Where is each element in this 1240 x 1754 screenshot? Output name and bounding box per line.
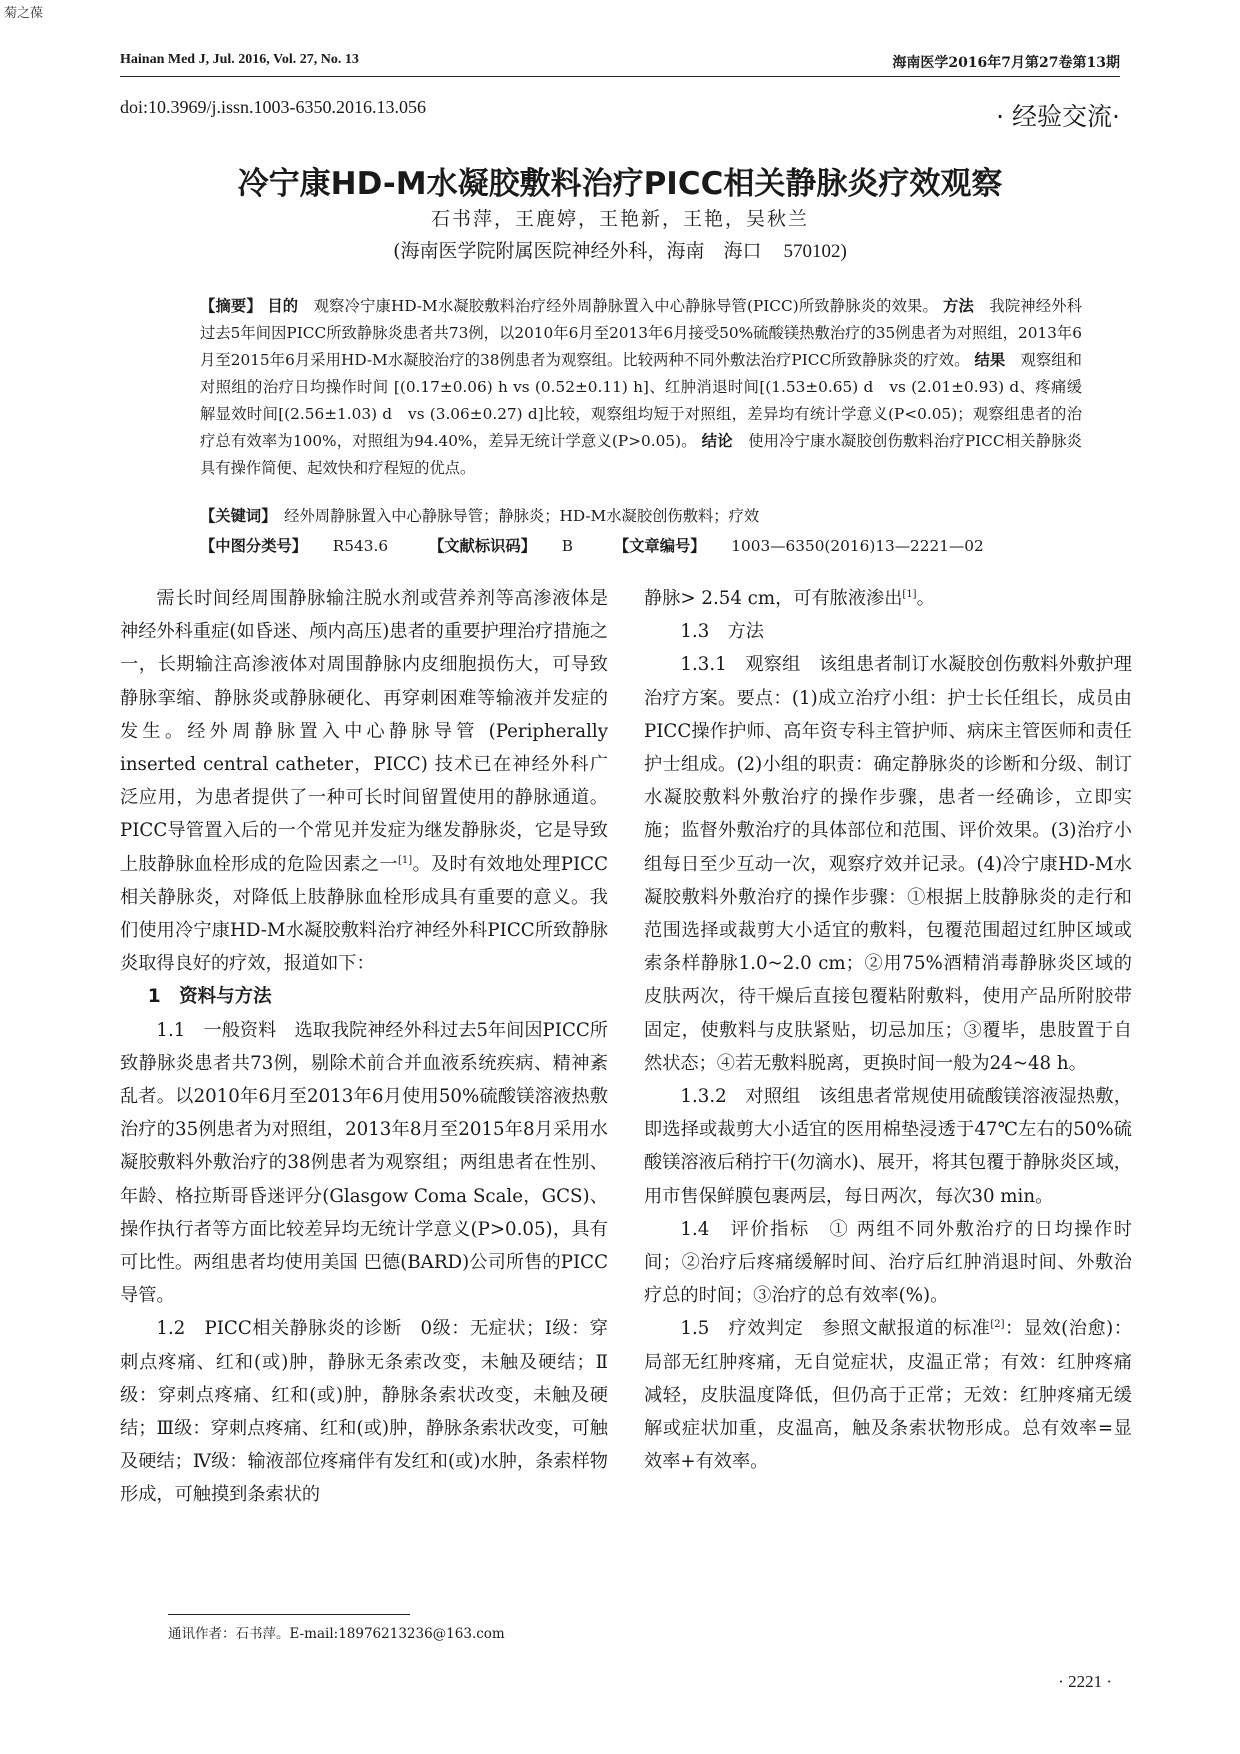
doi: doi:10.3969/j.issn.1003-6350.2016.13.056: [120, 97, 427, 117]
section-1-5-text-a: 1.5 疗效判定 参照文献报道的标准: [680, 1318, 991, 1340]
intro-text-b: 。及时有效地处理PICC相关静脉炎，对降低上肢静脉血栓形成具有重要的意义。我们使用冷宁康HD-M水凝胶敷料治疗神经外科PICC所致静脉炎取得良好的疗效，报道如下：: [120, 853, 608, 975]
continued-paragraph: [644, 582, 1132, 615]
abstract-results-label: 结果: [974, 351, 1006, 369]
abstract-methods: 我院神经外科过去5年间因PICC所致静脉炎患者共73例，以2010年6月至2013年6月接受50%硫酸镁热敷治疗的35例患者为对照组，2013年6月至2015年6月采用HD-M水凝胶治疗的38例患者为观察组。比较两种不同外敷法治疗PICC所致静脉炎的疗效。: [200, 297, 1082, 369]
doc-code-label: 【文献标识码】: [428, 537, 529, 555]
section-1-5-citation: [2]: [990, 1319, 1005, 1331]
footnote: 通讯作者：石书萍。E-mail:18976213236@163.com: [168, 1626, 505, 1642]
classification: [200, 534, 1080, 556]
abstract-body: [178, 293, 1082, 482]
keywords: [200, 504, 1080, 526]
abstract-methods-label: 方法: [943, 297, 974, 315]
continued-end: 。: [916, 588, 935, 609]
section-1-5: [644, 1312, 1132, 1478]
section-1-5-text-b: ：显效(治愈)：局部无红肿疼痛，无自觉症状，皮温正常；有效：红肿疼痛减轻，皮肤温度降低，但仍高于正常；无效：红肿疼痛无缓解或症状加重，皮温高，触及条索状物形成。总有效率=显效率+有效率。: [644, 1318, 1132, 1473]
intro-citation: [1]: [397, 854, 413, 866]
journal-header-en: Hainan Med J, Jul. 2016, Vol. 27, No. 13: [120, 52, 359, 67]
authors: 石书萍，王鹿婷，王艳新，王艳，吴秋兰: [430, 208, 809, 230]
intro-text-a: 需长时间经周围静脉输注脱水剂或营养剂等高渗液体是神经外科重症(如昏迷、颅内高压)患者的重要护理治疗措施之一，长期输注高渗液体对周围静脉内皮细胞损伤大，可导致静脉挛缩、静脉炎或静脉硬化、再穿刺困难等输液并发症的发生。经外周静脉置入中心静脉导管 (Peripherally inserted central catheter，PICC) 技术已在神经外科广泛应用，为患者提供了一种可长时间留置使用的静脉通道。PICC导管置入后的一个常见并发症为继发静脉炎，它是导致上肢静脉血栓形成的危险因素之一: [120, 588, 608, 875]
left-column: [120, 582, 608, 1512]
watermark-text: 菊之葆: [4, 6, 44, 21]
affiliation-postcode: 570102): [783, 241, 847, 262]
abstract-conclusion: 使用冷宁康水凝胶创伤敷料治疗PICC相关静脉炎具有操作简便、起效快和疗程短的优点。: [200, 432, 1082, 477]
abstract-results: 观察组和对照组的治疗日均操作时间 [(0.17±0.06) h vs (0.52±0.11) h]、红肿消退时间[(1.53±0.65) d vs (2.01±0.93) d、疼痛缓解显效时间[(2.56±1.03) d vs (3.06±0.27) d]比较，观察组均短于对照组，差异均有统计学意义(P<0.05)；观察组患者的治疗总有效率为100%，对照组为94.40%，差异无统计学意义(P>0.05)。: [200, 351, 1082, 450]
section-1-4: 1.4 评价指标 ① 两组不同外敷治疗的日均操作时间；②治疗后疼痛缓解时间、治疗后红肿消退时间、外敷治疗总的时间；③治疗的总有效率(%)。: [644, 1218, 1132, 1307]
article-number-value: 1003—6350(2016)13—2221—02: [731, 537, 984, 555]
abstract-objective: 观察冷宁康HD-M水凝胶敷料治疗经外周静脉置入中心静脉导管(PICC)所致静脉炎的效果。: [313, 297, 938, 315]
keywords-label: 【关键词】: [200, 507, 269, 525]
clc-value: R543.6: [332, 537, 389, 555]
abstract-conclusion-label: 结论: [701, 432, 733, 450]
section-1-1: 1.1 一般资料 选取我院神经外科过去5年间因PICC所致静脉炎患者共73例，剔除术前合并血液系统疾病、精神紊乱者。以2010年6月至2013年6月使用50%硫酸镁溶液热敷治疗的35例患者为对照组，2013年8月至2015年8月采用水凝胶敷料外敷治疗的38例患者为观察组；两组患者在性别、年龄、格拉斯哥昏迷评分(Glasgow Coma Scale，GCS)、操作执行者等方面比较差异均无统计学意义(P>0.05)，具有可比性。两组患者均使用美国 巴德(BARD)公司所售的PICC导管。: [120, 1019, 608, 1307]
section-1-3-1: 1.3.1 观察组 该组患者制订水凝胶创伤敷料外敷护理治疗方案。要点：(1)成立治疗小组：护士长任组长，成员由PICC操作护师、高年资专科主管护师、病床主管医师和责任护士组成。(2)小组的职责：确定静脉炎的诊断和分级、制订水凝胶敷料外敷治疗的操作步骤，患者一经确诊，立即实施；监督外敷治疗的具体部位和范围、评价效果。(3)治疗小组每日至少互动一次，观察疗效并记录。(4)冷宁康HD-M水凝胶敷料外敷治疗的操作步骤：①根据上肢静脉炎的走行和范围选择或裁剪大小适宜的敷料，包覆范围超过红肿区域或索条样静脉1.0~2.0 cm；②用75%酒精消毒静脉炎区域的皮肤两次，待干燥后直接包覆粘附敷料，使用产品所附胶带固定，使敷料与皮肤紧贴，切忌加压；③覆毕，患肢置于自然状态；④若无敷料脱离，更换时间一般为24~48 h。: [644, 654, 1132, 1074]
continued-citation: [1]: [902, 588, 917, 600]
keywords-text: 经外周静脉置入中心静脉导管；静脉炎；HD-M水凝胶创伤敷料；疗效: [284, 507, 760, 525]
article-title: 冷宁康HD-M水凝胶敷料治疗PICC相关静脉炎疗效观察: [237, 166, 1003, 202]
section-1-2: 1.2 PICC相关静脉炎的诊断 0级：无症状；Ⅰ级：穿刺点疼痛、红和(或)肿，静脉无条索改变，未触及硬结；Ⅱ级：穿刺点疼痛、红和(或)肿，静脉条索状改变，未触及硬结；Ⅲ级：穿刺点疼痛、红和(或)肿，静脉条索状改变，可触及硬结；Ⅳ级：输液部位疼痛伴有发红和(或)水肿，条索样物形成，可触摸到条索状的: [120, 1318, 608, 1506]
abstract: [178, 293, 1082, 482]
abstract-objective-label: 【摘要】 目的: [200, 297, 299, 315]
intro-paragraph: [120, 582, 608, 980]
journal-header-cn: 海南医学2016年7月第27卷第13期: [892, 55, 1120, 71]
section-heading-1: 1 资料与方法: [147, 986, 272, 1008]
affiliation-text: (海南医学院附属医院神经外科，海南 海口: [393, 240, 762, 262]
doc-code-value: B: [561, 537, 573, 555]
clc-label: 【中图分类号】: [200, 537, 300, 555]
section-1-3-2: 1.3.2 对照组 该组患者常规使用硫酸镁溶液湿热敷，即选择或裁剪大小适宜的医用棉垫浸透于47℃左右的50%硫酸镁溶液后稍拧干(勿滴水)、展开，将其包覆于静脉炎区域，用市售保鲜膜包裹两层，每日两次，每次30 min。: [644, 1086, 1132, 1207]
continued-text: 静脉> 2.54 cm，可有脓液渗出: [644, 588, 903, 609]
header-rule: [120, 76, 1120, 77]
right-column: [644, 582, 1132, 1478]
section-1-3-heading: 1.3 方法: [680, 621, 764, 643]
affiliation: [120, 236, 1120, 263]
section-tag: · 经验交流·: [996, 102, 1120, 131]
article-number-label: 【文章编号】: [613, 537, 698, 555]
footnote-rule: [168, 1614, 410, 1615]
page-number: · 2221 ·: [1058, 1672, 1112, 1691]
